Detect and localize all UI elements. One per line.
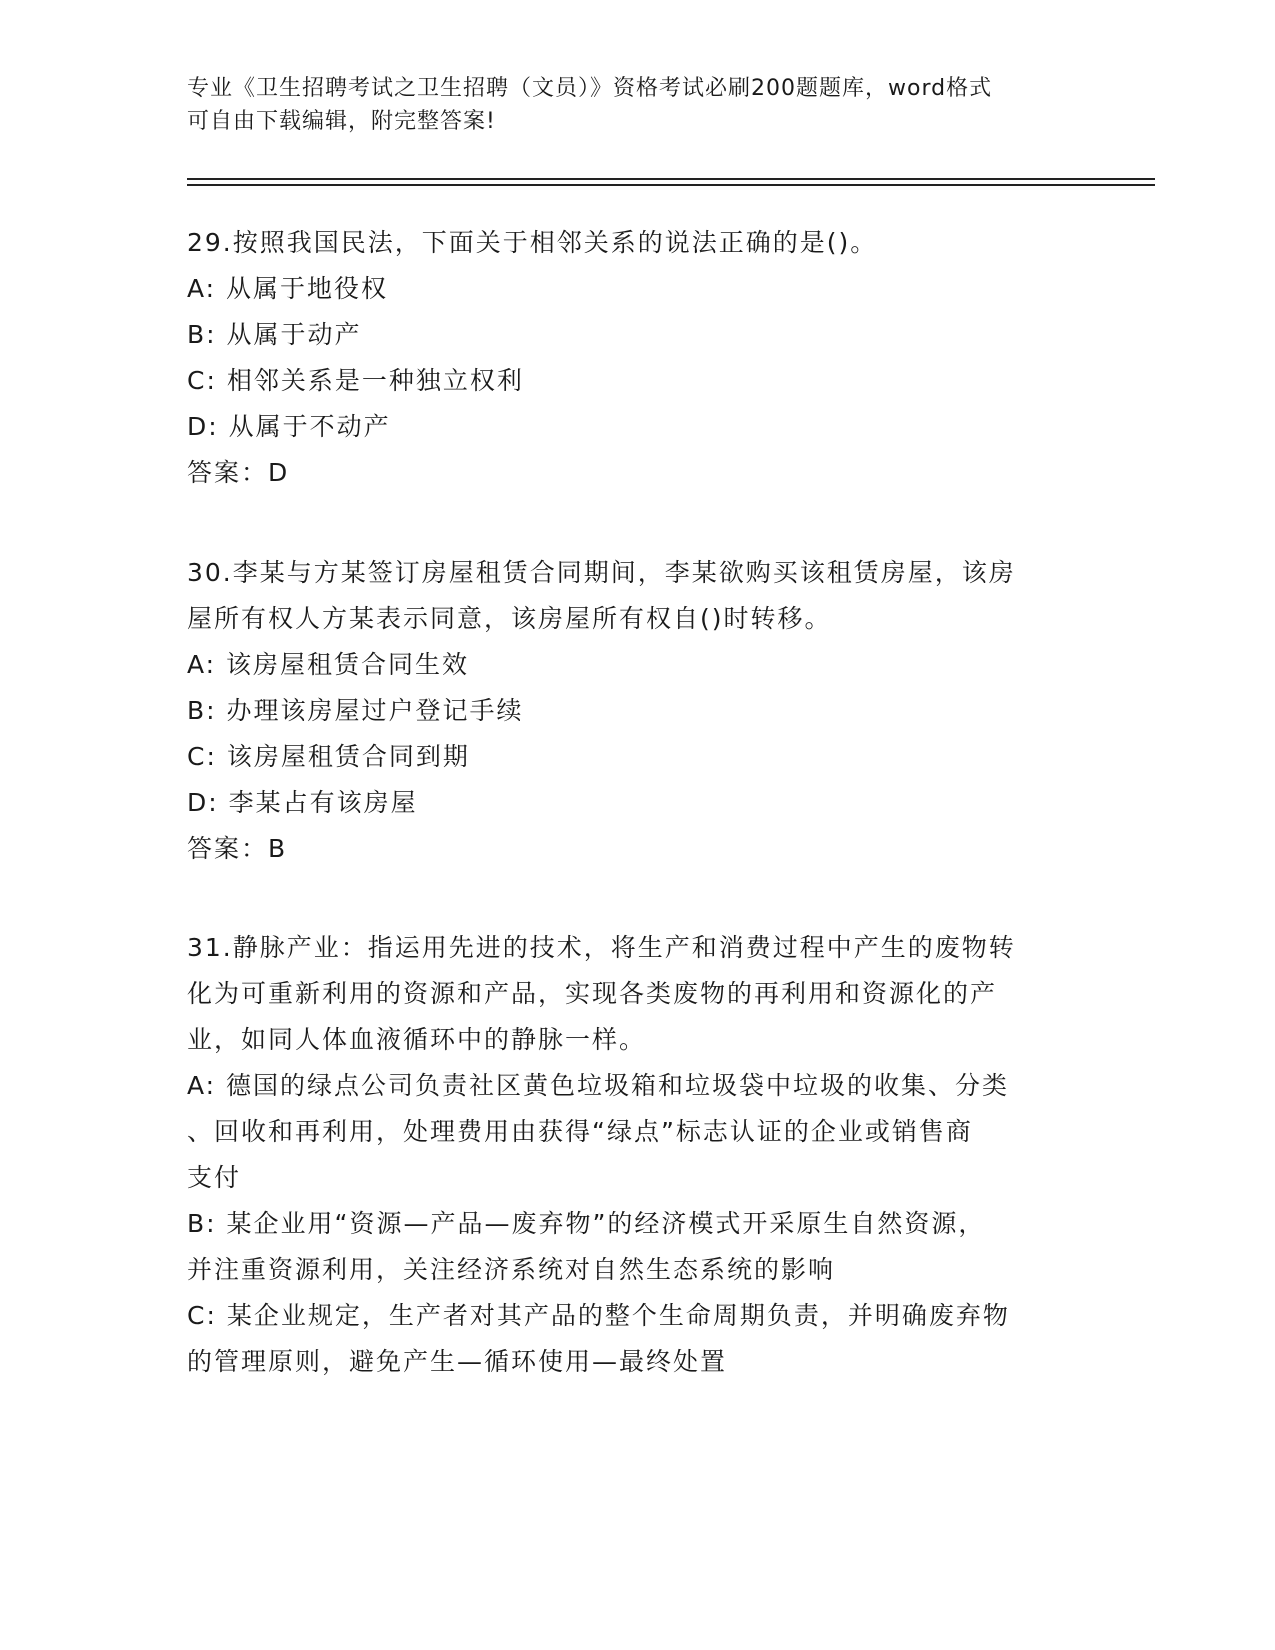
header-divider-top	[187, 178, 1155, 180]
question-31-option-b-line-2: 并注重资源利用，关注经济系统对自然生态系统的影响	[187, 1255, 836, 1284]
question-29	[187, 220, 1087, 496]
header-divider-bottom	[187, 184, 1155, 186]
question-30-option-d: D: 李某占有该房屋	[187, 788, 418, 817]
question-31-stem-line-1: 31.静脉产业：指运用先进的技术，将生产和消费过程中产生的废物转	[187, 933, 1016, 962]
question-30-option-a: A: 该房屋租赁合同生效	[187, 650, 470, 679]
question-29-answer: 答案：D	[187, 458, 290, 487]
question-31-option-c-line-2: 的管理原则，避免产生—循环使用—最终处置	[187, 1347, 728, 1376]
question-29-option-d: D: 从属于不动产	[187, 412, 391, 441]
header-line-1: 专业《卫生招聘考试之卫生招聘（文员）》资格考试必刷200题题库，word格式	[187, 76, 993, 101]
question-31-option-c-line-1: C: 某企业规定，生产者对其产品的整个生命周期负责，并明确废弃物	[187, 1301, 1010, 1330]
question-31-stem-line-2: 化为可重新利用的资源和产品，实现各类废物的再利用和资源化的产	[187, 979, 998, 1008]
question-29-option-a: A: 从属于地役权	[187, 274, 389, 303]
question-31-option-b-line-1: B: 某企业用“资源—产品—废弃物”的经济模式开采原生自然资源，	[187, 1209, 986, 1238]
question-30-option-c: C: 该房屋租赁合同到期	[187, 742, 470, 771]
document-header	[187, 72, 1067, 138]
question-31-option-a-line-2: 、回收和再利用，处理费用由获得“绿点”标志认证的企业或销售商	[187, 1117, 973, 1146]
question-30-option-b: B: 办理该房屋过户登记手续	[187, 696, 524, 725]
question-30	[187, 550, 1087, 872]
question-30-stem-line-1: 30.李某与方某签订房屋租赁合同期间，李某欲购买该租赁房屋，该房	[187, 558, 1016, 587]
question-31	[187, 925, 1087, 1385]
question-31-option-a-line-1: A: 德国的绿点公司负责社区黄色垃圾箱和垃圾袋中垃圾的收集、分类	[187, 1071, 1010, 1100]
question-30-answer: 答案：B	[187, 834, 288, 863]
question-30-stem-line-2: 屋所有权人方某表示同意，该房屋所有权自()时转移。	[187, 604, 832, 633]
question-31-option-a-line-3: 支付	[187, 1163, 242, 1192]
header-line-2: 可自由下载编辑，附完整答案!	[187, 109, 496, 134]
question-29-option-c: C: 相邻关系是一种独立权利	[187, 366, 524, 395]
question-29-stem-line-1: 29.按照我国民法，下面关于相邻关系的说法正确的是()。	[187, 228, 878, 257]
question-29-option-b: B: 从属于动产	[187, 320, 362, 349]
question-31-stem-line-3: 业，如同人体血液循环中的静脉一样。	[187, 1025, 647, 1054]
